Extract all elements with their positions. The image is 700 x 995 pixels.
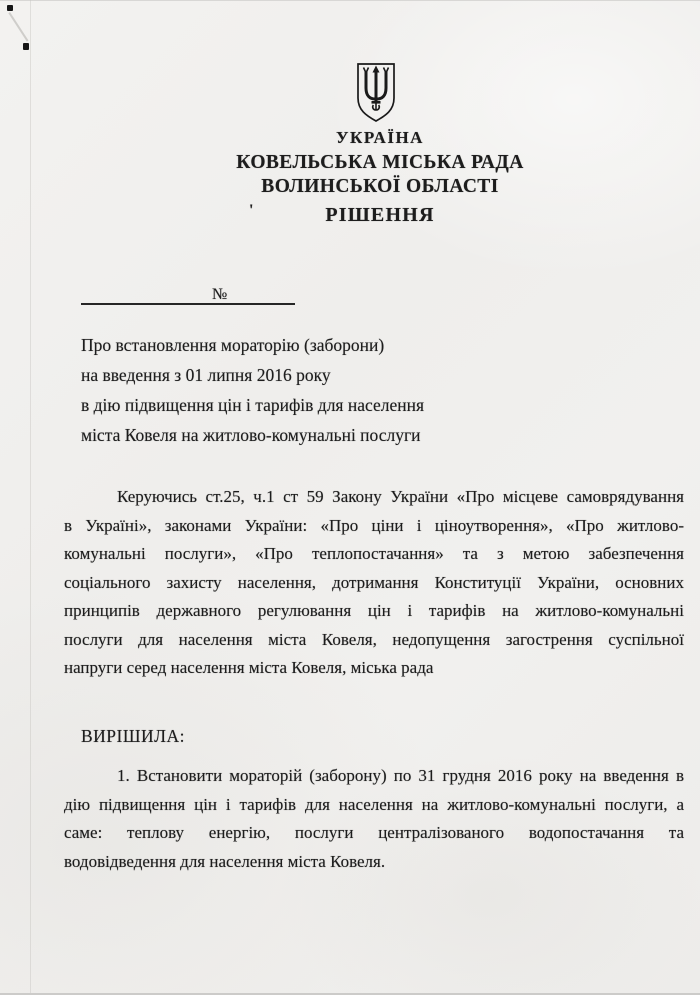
preamble-line: напруги серед населення міста Ковеля, міська рада [64,658,434,677]
subject-block [81,330,561,450]
resolution-item-line: 1. Встановити мораторій (заборону) по 31 грудня 2016 року на введення в [117,766,684,785]
council-title-line2: ВОЛИНСЬКОЇ ОБЛАСТІ [261,176,499,197]
paper-crease [8,12,28,42]
preamble-line: послуги для населення міста Ковеля, недопущення загострення суспільної [64,629,684,649]
country-name: УКРАЇНА [336,128,424,147]
council-title-line1: КОВЕЛЬСЬКА МІСЬКА РАДА [236,152,524,173]
subject-line: міста Ковеля на житлово-комунальні послуги [81,425,421,445]
preamble-line: Керуючись ст.25, ч.1 ст 59 Закону України «Про місцеве самоврядування [117,487,684,506]
preamble-line: комунальні послуги», «Про теплопостачання» та з метою забезпечення [64,544,684,563]
preamble-paragraph [64,483,684,683]
number-blank-line [229,303,295,305]
subject-line: на введення з 01 липня 2016 року [81,365,331,385]
preamble-line: соціального захисту населення, дотримання Конституції України, основних [64,572,684,592]
resolution-item-1 [64,762,684,876]
preamble-line: принципів державного регулювання цін і тарифів на житлово-комунальні [64,601,684,620]
resolution-item-line: саме: теплову енергію, послуги централізованого водопостачання та [64,823,684,842]
scan-top-edge [0,0,700,1]
scan-speck [23,43,29,50]
resolution-item-line: водовідведення для населення міста Ковеля. [64,851,386,871]
preamble-line: в Україні», законами України: «Про ціни і ціноутворення», «Про житлово- [64,515,684,535]
stray-scan-mark: ' [249,202,254,219]
date-blank-line [81,303,209,305]
scan-speck [7,5,13,11]
paper-fold-line [30,0,31,995]
resolution-item-line: дію підвищення цін і тарифів для населення на житлово-комунальні послуги, а [64,794,684,814]
document-type-title: РІШЕННЯ [325,204,435,226]
ukraine-trident-emblem-icon [352,62,400,124]
council-title [60,151,700,199]
number-sign-label: № [209,287,229,305]
subject-line: в дію підвищення цін і тарифів для населення [81,395,425,415]
subject-line: Про встановлення мораторію (заборони) [81,335,385,355]
document-number-line [81,287,295,305]
resolution-heading: ВИРІШИЛА: [81,726,186,746]
